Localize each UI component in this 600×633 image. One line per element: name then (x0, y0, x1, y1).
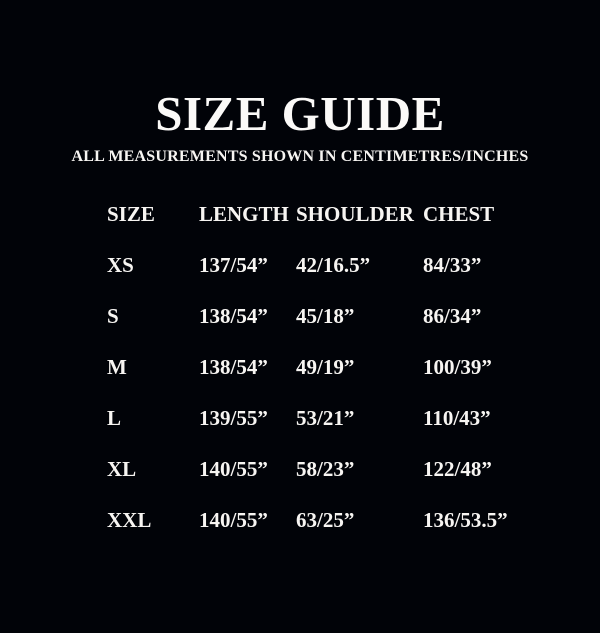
cell-s-size: S (107, 304, 119, 328)
cell-s-chest: 86/34” (423, 304, 482, 328)
cell-l-length: 139/55” (199, 406, 268, 430)
cell-xxl-shoulder: 63/25” (296, 508, 355, 532)
page-title: SIZE GUIDE (155, 86, 445, 141)
cell-m-shoulder: 49/19” (296, 355, 355, 379)
cell-xxl-length: 140/55” (199, 508, 268, 532)
column-header-chest: CHEST (423, 202, 495, 226)
cell-xs-shoulder: 42/16.5” (296, 253, 371, 277)
cell-l-chest: 110/43” (423, 406, 491, 430)
column-header-size: SIZE (107, 202, 155, 226)
column-header-length: LENGTH (199, 202, 289, 226)
page-subtitle: ALL MEASUREMENTS SHOWN IN CENTIMETRES/INCHES (71, 148, 529, 165)
cell-l-shoulder: 53/21” (296, 406, 355, 430)
cell-xs-length: 137/54” (199, 253, 268, 277)
cell-xl-shoulder: 58/23” (296, 457, 355, 481)
cell-s-length: 138/54” (199, 304, 268, 328)
cell-xxl-size: XXL (107, 508, 152, 532)
cell-l-size: L (107, 406, 122, 430)
cell-m-size: M (107, 355, 127, 379)
cell-xl-length: 140/55” (199, 457, 268, 481)
cell-xs-size: XS (107, 253, 134, 277)
cell-xxl-chest: 136/53.5” (423, 508, 508, 532)
cell-xl-size: XL (107, 457, 137, 481)
size-table (107, 189, 600, 546)
cell-xs-chest: 84/33” (423, 253, 482, 277)
column-header-shoulder: SHOULDER (296, 202, 414, 226)
cell-s-shoulder: 45/18” (296, 304, 355, 328)
cell-xl-chest: 122/48” (423, 457, 492, 481)
cell-m-length: 138/54” (199, 355, 268, 379)
cell-m-chest: 100/39” (423, 355, 492, 379)
